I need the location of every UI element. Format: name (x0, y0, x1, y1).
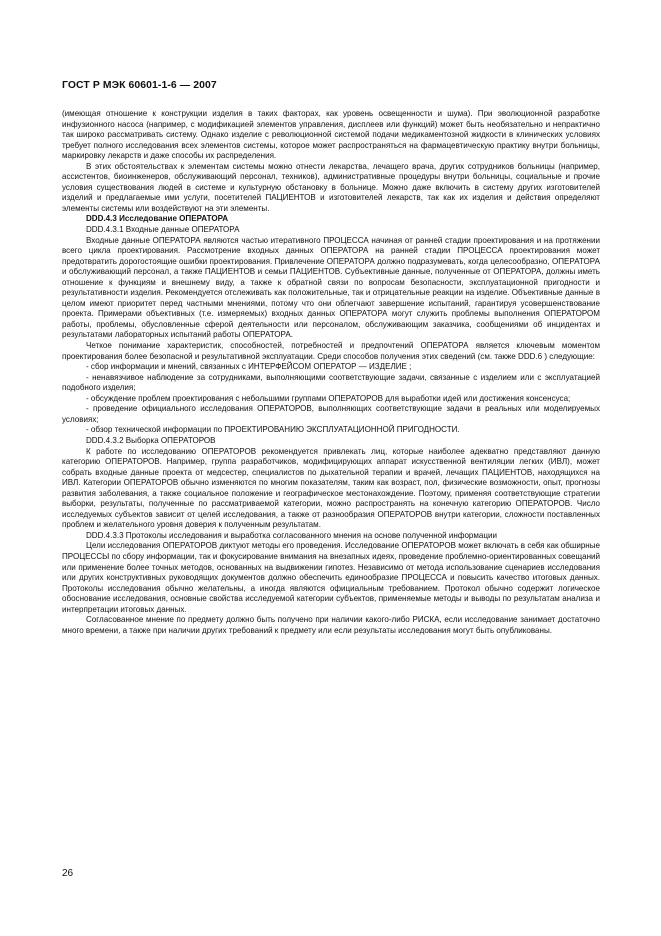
paragraph: - проведение официального исследования ОПЕРАТОРОВ, выполняющих соответствующие задачи в реальных или моделируемых условиях; (62, 404, 600, 424)
paragraph: Цели исследования ОПЕРАТОРОВ диктуют методы его проведения. Исследование ОПЕРАТОРОВ может включать в себя как обширные ПРОЦЕССЫ по сбору информации, так и фокусирование внимания на внезапных идеях, проведение проблемно-ориентированных совещаний или применение более точных методов, основанных на выдвижении гипотез. Независимо от метода использование сценариев исследования или других конструктивных руководящих документов должно обеспечить единообразие ПРОЦЕССА и повысить качество итоговых данных. Протоколы исследования обычно желательны, а иногда являются официальным требованием. Протокол обычно содержит логическое обоснование исследования, основные свойства исследуемой категории субъектов, применяемые методы и выводы по результатам анализа и интерпретации итоговых данных. (62, 541, 600, 614)
paragraph: DDD.4.3.3 Протоколы исследования и выработка согласованного мнения на основе полученной информации (86, 530, 497, 540)
paragraph: Входные данные ОПЕРАТОРА являются частью итеративного ПРОЦЕССА начиная от ранней стадии проектирования и на протяжении всего цикла проектирования. Рассмотрение входных данных ОПЕРАТОРА на ранней стадии ПРОЦЕССА проектирования может предотвратить дорогостоящие ошибки проектирования. Привлечение ОПЕРАТОРА должно подразумевать, когда целесообразно, ОПЕРАТОРА и обслуживающий персонал, а также ПАЦИЕНТОВ и семьи ПАЦИЕНТОВ. Субъективные данные, полученные от ОПЕРАТОРА, должны иметь отношение к функциям и внешнему виду, а также к обратной связи по вопросам безопасности, эксплуатационной пригодности и результативности изделия. Рекомендуется отслеживать как положительные, так и отрицательные реакции на изделие. Объективные данные в целом имеют приоритет перед частными мнениями, потому что они облегчают завершение испытаний, гарантируя усовершенствование проекта. Примерами объективных (т.е. измеряемых) входных данных ОПЕРАТОРА могут служить проблемы выполнения ОПЕРАТОРОМ работы, проблемы, обусловленные сферой деятельности или персоналом, обслуживающим заказчика, сообщениями об инцидентах и результатами лабораторных испытаний работы ОПЕРАТОРА. (62, 235, 600, 340)
document-body (62, 109, 600, 636)
paragraph: - сбор информации и мнений, связанных с ИНТЕРФЕЙСОМ ОПЕРАТОР — ИЗДЕЛИЕ ; (86, 362, 412, 372)
document-page (62, 80, 600, 636)
paragraph: DDD.4.3.2 Выборка ОПЕРАТОРОВ (86, 435, 216, 445)
paragraph: Четкое понимание характеристик, способностей, потребностей и предпочтений ОПЕРАТОРА является ключевым моментом проектирования более безопасной и результативной эксплуатации. Среди способов получения этих сведений (см. также DDD.6 ) следующие: (62, 341, 600, 361)
page-number: 26 (62, 868, 74, 879)
paragraph: (имеющая отношение к конструкции изделия в таких факторах, как уровень освещенности и шума). При эволюционной разработке инфузионного насоса (например, с модификацией элементов управления, дисплеев или функций) может быть необязательно и непрактично так широко рассматривать систему. Однако изделие с революционной системой подачи медикаментозной жидкости в клинических условиях требует полного исследования всех элементов системы, которое может распространяться на фармацевтическую практику внутри больницы, маркировку лекарств и даже способы их распределения. (62, 109, 600, 161)
section-heading: DDD.4.3 Исследование ОПЕРАТОРА (86, 214, 229, 224)
paragraph: В этих обстоятельствах к элементам системы можно отнести лекарства, лечащего врача, других сотрудников больницы (например, ассистентов, биоинженеров, обслуживающий персонал, техников), административные процедуры внутри больницы, социальные и прочие условия существования людей в системе и культурную обстановку в больнице. Можно даже включить в систему других изготовителей изделий и предлагаемые ими услуги, посетителей ПАЦИЕНТОВ и изготовителей лекарств, так как их изделия и действия определяют элементы системы или воздействуют на эти элементы. (62, 161, 600, 213)
paragraph: - обзор технической информации по ПРОЕКТИРОВАНИЮ ЭКСПЛУАТАЦИОННОЙ ПРИГОДНОСТИ. (86, 425, 460, 435)
paragraph: DDD.4.3.1 Входные данные ОПЕРАТОРА (86, 225, 240, 235)
paragraph: - обсуждение проблем проектирования с небольшими группами ОПЕРАТОРОВ для выработки идей или достижения консенсуса; (86, 393, 571, 403)
document-header: ГОСТ Р МЭК 60601-1-6 — 2007 (62, 80, 217, 91)
paragraph: Согласованное мнение по предмету должно быть получено при наличии какого-либо РИСКА, если исследование занимает достаточно много времени, а также при наличии других требований к предмету или если результаты исследования могут быть опубликованы. (62, 615, 600, 635)
paragraph: К работе по исследованию ОПЕРАТОРОВ рекомендуется привлекать лиц, которые наиболее адекватно представляют данную категорию ОПЕРАТОРОВ. Например, группа разработчиков, модифицирующих аппарат искусственной вентиляции легких (ИВЛ), может собрать входные данные проекта от медсестер, специалистов по дыхательной терапии и врачей, лечащих ПАЦИЕНТОВ, находящихся на ИВЛ. Категории ОПЕРАТОРОВ обычно изменяются по многим показателям, таким как возраст, пол, физические возможности, опыт, прогнозы развития заболевания, а также социальное положение и географическое местонахождение. Поэтому, применяя соответствующие стратегии выборки, результаты, полученные по рассматриваемой категории, можно распространять на конечную категорию ОПЕРАТОРОВ. Число исследуемых субъектов зависит от целей исследования, а также от разнообразия ОПЕРАТОРОВ внутри категории, сложности поставленных проблем и желательного уровня доверия к полученным результатам. (62, 446, 600, 530)
paragraph: - ненавязчивое наблюдение за сотрудниками, выполняющими соответствующие задачи, связанные с изделием или с эксплуатацией подобного изделия; (62, 372, 600, 393)
